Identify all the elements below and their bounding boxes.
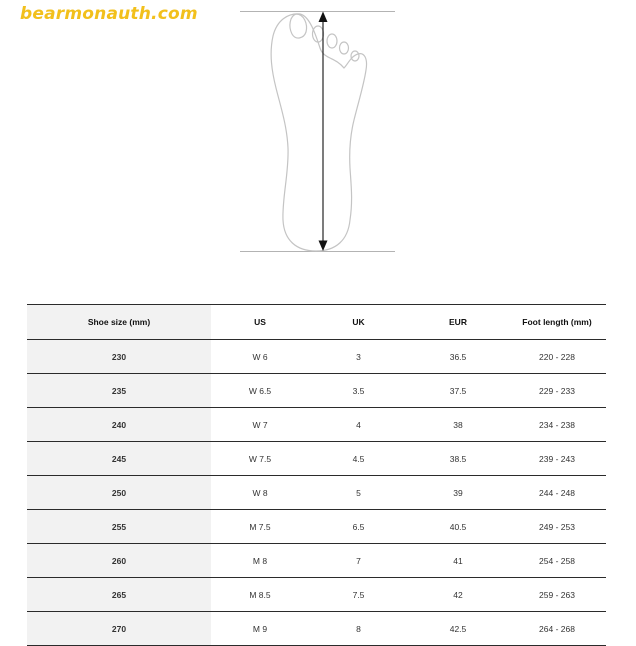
table-row <box>27 442 606 476</box>
cell-shoe-size: 230 <box>27 340 211 374</box>
header-foot-length: Foot length (mm) <box>508 305 606 340</box>
watermark-text: bearmonauth.com <box>20 4 198 24</box>
cell-foot-length: 259 - 263 <box>508 578 606 612</box>
cell-uk: 4.5 <box>309 442 408 476</box>
toe-fourth <box>340 42 349 54</box>
table-row <box>27 544 606 578</box>
cell-uk: 7 <box>309 544 408 578</box>
foot-measure-diagram <box>238 8 398 256</box>
cell-shoe-size: 235 <box>27 374 211 408</box>
foot-outline-icon <box>238 8 398 256</box>
cell-us: M 8 <box>211 544 309 578</box>
table-header-row <box>27 305 606 340</box>
cell-eur: 42 <box>408 578 508 612</box>
cell-eur: 39 <box>408 476 508 510</box>
cell-shoe-size: 240 <box>27 408 211 442</box>
table-row <box>27 374 606 408</box>
table-row <box>27 340 606 374</box>
cell-us: W 7 <box>211 408 309 442</box>
cell-foot-length: 234 - 238 <box>508 408 606 442</box>
cell-shoe-size: 270 <box>27 612 211 646</box>
table-row <box>27 510 606 544</box>
cell-us: W 6.5 <box>211 374 309 408</box>
toe-big <box>290 14 307 38</box>
cell-us: W 7.5 <box>211 442 309 476</box>
cell-us: W 6 <box>211 340 309 374</box>
cell-shoe-size: 250 <box>27 476 211 510</box>
cell-foot-length: 244 - 248 <box>508 476 606 510</box>
toe-second <box>313 26 324 42</box>
foot-outline <box>271 14 366 251</box>
cell-uk: 7.5 <box>309 578 408 612</box>
table-row <box>27 612 606 646</box>
cell-eur: 42.5 <box>408 612 508 646</box>
header-us: US <box>211 305 309 340</box>
cell-us: M 7.5 <box>211 510 309 544</box>
cell-uk: 8 <box>309 612 408 646</box>
cell-us: M 8.5 <box>211 578 309 612</box>
cell-uk: 3 <box>309 340 408 374</box>
cell-us: W 8 <box>211 476 309 510</box>
cell-foot-length: 249 - 253 <box>508 510 606 544</box>
cell-eur: 38.5 <box>408 442 508 476</box>
header-shoe-size: Shoe size (mm) <box>27 305 211 340</box>
cell-eur: 41 <box>408 544 508 578</box>
header-eur: EUR <box>408 305 508 340</box>
cell-eur: 38 <box>408 408 508 442</box>
cell-uk: 6.5 <box>309 510 408 544</box>
cell-foot-length: 229 - 233 <box>508 374 606 408</box>
cell-eur: 37.5 <box>408 374 508 408</box>
cell-foot-length: 254 - 258 <box>508 544 606 578</box>
cell-foot-length: 264 - 268 <box>508 612 606 646</box>
header-uk: UK <box>309 305 408 340</box>
cell-foot-length: 220 - 228 <box>508 340 606 374</box>
cell-eur: 40.5 <box>408 510 508 544</box>
table-row <box>27 476 606 510</box>
cell-uk: 5 <box>309 476 408 510</box>
cell-eur: 36.5 <box>408 340 508 374</box>
size-chart-table <box>27 304 606 646</box>
cell-shoe-size: 255 <box>27 510 211 544</box>
cell-shoe-size: 245 <box>27 442 211 476</box>
cell-uk: 4 <box>309 408 408 442</box>
cell-uk: 3.5 <box>309 374 408 408</box>
cell-us: M 9 <box>211 612 309 646</box>
table-row <box>27 578 606 612</box>
table-row <box>27 408 606 442</box>
cell-shoe-size: 260 <box>27 544 211 578</box>
arrow-head-top-icon <box>319 12 328 23</box>
cell-foot-length: 239 - 243 <box>508 442 606 476</box>
cell-shoe-size: 265 <box>27 578 211 612</box>
toe-third <box>327 34 337 48</box>
